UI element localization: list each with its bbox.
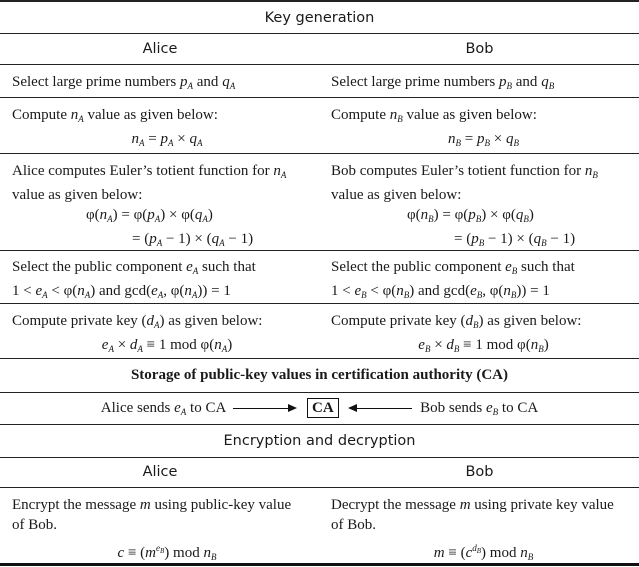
text-segment: =: [461, 131, 477, 147]
variable-subscript: B: [511, 266, 518, 276]
text-segment: ): [528, 207, 534, 223]
variable-subscript: B: [428, 214, 434, 224]
variable-subscript: B: [210, 552, 217, 562]
variable-base: c: [117, 545, 125, 561]
section-storage: Storage of public-key values in certification authority (CA): [0, 359, 639, 393]
text-segment: ) and gcd(: [409, 283, 471, 299]
section-encryption: Encryption and decryption: [0, 425, 639, 458]
bob-decrypt-text: [331, 495, 636, 515]
alice-encrypt-text-2: [12, 515, 322, 535]
text-segment: value as given below:: [83, 107, 218, 123]
row-select-primes: [0, 65, 639, 98]
math-variable: [147, 313, 160, 329]
header-row: [0, 34, 639, 65]
variable-base: p: [471, 231, 479, 247]
alice-euler-formula-1: [12, 205, 322, 229]
superscript-base: d: [472, 543, 477, 553]
math-variable: [434, 545, 445, 561]
math-variable: [151, 283, 163, 299]
math-variable: [520, 545, 533, 561]
variable-subscript: A: [78, 114, 84, 124]
text-segment: < φ(: [47, 283, 78, 299]
text-segment: Select the public component: [331, 259, 506, 275]
text-segment: ) mod: [481, 545, 521, 561]
text-segment: such that: [517, 259, 575, 275]
math-variable: [466, 313, 479, 329]
math-variable: [541, 74, 554, 90]
math-variable: [531, 337, 544, 353]
text-segment: )) = 1: [197, 283, 231, 299]
math-variable: [130, 337, 143, 353]
variable-base: m: [459, 497, 471, 513]
variable-subscript: A: [192, 266, 199, 276]
text-segment: such that: [198, 259, 256, 275]
variable-subscript: B: [361, 290, 367, 300]
text-segment: value as given below:: [331, 187, 462, 203]
variable-base: n: [503, 283, 511, 299]
math-variable: [147, 207, 160, 223]
variable-base: n: [530, 337, 539, 353]
text-segment: to CA: [186, 400, 226, 416]
variable-subscript: A: [280, 170, 287, 180]
variable-base: n: [273, 163, 281, 179]
math-variable: [100, 207, 113, 223]
text-segment: value as given below:: [12, 187, 143, 203]
variable-subscript: B: [510, 290, 517, 300]
text-segment: ×: [173, 131, 190, 147]
row-compute-n: [0, 98, 639, 154]
variable-subscript: A: [107, 214, 113, 224]
alice-n-formula: [12, 129, 322, 153]
math-variable: [145, 545, 164, 561]
variable-base: n: [203, 545, 211, 561]
variable-subscript: A: [108, 344, 114, 354]
math-variable: [390, 107, 403, 123]
variable-base: m: [139, 497, 151, 513]
text-segment: ×: [430, 337, 447, 353]
variable-base: q: [189, 131, 197, 147]
text-segment: Compute private key (: [331, 313, 466, 329]
variable-subscript: B: [397, 114, 403, 124]
bob-euler-formula-2: [331, 229, 636, 253]
alice-primes: [12, 72, 322, 96]
arrow-left-icon: [350, 408, 412, 410]
variable-base: m: [433, 545, 445, 561]
bob-decrypt-text-2: [331, 515, 636, 535]
text-segment: 1 <: [331, 283, 355, 299]
text-segment: ) × φ(: [160, 207, 195, 223]
bob-public-condition: [331, 281, 636, 305]
math-variable: [470, 283, 482, 299]
text-segment: Bob sends: [420, 400, 486, 416]
variable-base: q: [194, 207, 203, 223]
variable-subscript: B: [527, 552, 534, 562]
text-segment: , φ(: [163, 283, 185, 299]
math-variable: [354, 283, 366, 299]
variable-base: e: [418, 337, 425, 353]
row-public-component: [0, 251, 639, 304]
math-variable: [516, 207, 529, 223]
variable-subscript: A: [219, 238, 225, 248]
variable-base: n: [420, 207, 429, 223]
text-segment: of Bob.: [331, 517, 376, 533]
text-segment: of Bob.: [12, 517, 57, 533]
variable-subscript: A: [156, 238, 163, 248]
variable-subscript: A: [154, 320, 160, 330]
variable-base: c: [465, 545, 473, 561]
text-segment: φ(: [86, 207, 100, 223]
math-variable: [477, 131, 490, 147]
text-segment: ≡ (: [444, 545, 466, 561]
variable-base: p: [499, 74, 507, 90]
variable-subscript: A: [139, 138, 145, 148]
row-ca: [0, 393, 639, 425]
superscript-base: e: [156, 543, 161, 553]
alice-euler-text-2: [12, 185, 322, 205]
variable-subscript: A: [154, 214, 161, 224]
variable-subscript: B: [453, 344, 460, 354]
bob-euler-text: [331, 161, 636, 185]
math-variable: [222, 74, 235, 90]
variable-subscript: B: [484, 138, 490, 148]
header-alice-2: Alice: [142, 464, 178, 480]
text-segment: Compute: [12, 107, 71, 123]
variable-subscript: A: [229, 81, 236, 91]
variable-subscript: B: [403, 290, 410, 300]
variable-subscript: A: [221, 344, 228, 354]
math-variable: [585, 163, 598, 179]
header-alice: Alice: [142, 41, 178, 57]
text-segment: ) = φ(: [112, 207, 148, 223]
math-variable: [195, 207, 208, 223]
variable-base: p: [149, 231, 157, 247]
text-segment: )) = 1: [516, 283, 550, 299]
math-variable: [186, 259, 198, 275]
text-segment: ≡ 1 mod φ(: [459, 337, 531, 353]
math-variable: [396, 283, 409, 299]
variable-base: q: [515, 207, 524, 223]
text-segment: Compute: [331, 107, 390, 123]
math-variable: [77, 283, 90, 299]
math-variable: [506, 131, 519, 147]
math-variable: [460, 497, 471, 513]
variable-base: n: [184, 283, 192, 299]
text-segment: Alice sends: [100, 400, 175, 416]
variable-subscript: B: [424, 344, 431, 354]
variable-base: n: [70, 107, 79, 123]
math-variable: [203, 545, 216, 561]
variable-subscript: A: [137, 344, 143, 354]
encrypt-formula: [12, 538, 322, 567]
text-segment: ) as given below:: [478, 313, 582, 329]
alice-public-condition: [12, 281, 322, 305]
variable-base: e: [354, 283, 362, 299]
variable-subscript: A: [187, 81, 194, 91]
text-segment: ×: [490, 131, 506, 147]
text-segment: − 1) × (: [484, 231, 534, 247]
text-segment: ) and gcd(: [90, 283, 152, 299]
math-variable: [471, 231, 484, 247]
variable-base: e: [151, 283, 158, 299]
math-variable: [161, 131, 174, 147]
math-variable: [140, 497, 151, 513]
text-segment: φ(: [407, 207, 421, 223]
superscript-subscript: B: [476, 547, 482, 555]
row-encrypt-decrypt: [0, 488, 639, 566]
text-segment: = (: [132, 231, 150, 247]
variable-subscript: B: [513, 138, 519, 148]
text-segment: ) = φ(: [433, 207, 469, 223]
variable-subscript: A: [196, 138, 203, 148]
math-variable: [446, 337, 459, 353]
text-segment: Select the public component: [12, 259, 187, 275]
bob-private-formula: [331, 335, 636, 359]
math-variable: [503, 283, 516, 299]
variable-base: d: [146, 313, 155, 329]
variable-subscript: B: [548, 81, 555, 91]
variable-base: e: [35, 283, 43, 299]
text-segment: value as given below:: [402, 107, 537, 123]
math-variable: [102, 337, 114, 353]
text-segment: =: [144, 131, 161, 147]
alice-private-text: [12, 311, 322, 335]
variable-subscript: A: [180, 407, 187, 417]
variable-subscript: B: [506, 81, 513, 91]
variable-subscript: B: [592, 170, 598, 180]
superscript-subscript: B: [160, 547, 165, 555]
variable-subscript: B: [541, 238, 547, 248]
variable-base: d: [446, 337, 454, 353]
variable-base: e: [470, 283, 477, 299]
text-segment: Select large prime numbers: [331, 74, 500, 90]
math-variable: [499, 74, 512, 90]
variable-subscript: B: [475, 214, 482, 224]
math-variable: [418, 337, 430, 353]
math-variable: [132, 131, 145, 147]
variable-base: q: [505, 131, 514, 147]
math-variable: [149, 231, 162, 247]
variable-base: p: [180, 74, 188, 90]
text-segment: ) as given below:: [159, 313, 263, 329]
text-segment: using public-key value: [150, 497, 292, 513]
math-variable: [448, 131, 461, 147]
variable-subscript: B: [492, 407, 499, 417]
variable-base: n: [214, 337, 222, 353]
variable-subscript: B: [538, 344, 544, 354]
alice-encrypt-text: [12, 495, 322, 515]
text-segment: ) mod: [164, 545, 204, 561]
header-row-2: [0, 458, 639, 488]
math-variable: [421, 207, 434, 223]
variable-base: n: [77, 283, 85, 299]
variable-base: d: [465, 313, 474, 329]
variable-base: q: [541, 74, 549, 90]
math-variable: [214, 337, 227, 353]
math-variable: [505, 259, 517, 275]
math-variable: [184, 283, 197, 299]
text-segment: and: [512, 74, 542, 90]
decrypt-formula: [331, 538, 636, 567]
math-variable: [71, 107, 84, 123]
header-bob: Bob: [465, 41, 494, 57]
variable-base: q: [533, 231, 542, 247]
variable-base: n: [448, 131, 456, 147]
alice-private-formula: [12, 335, 322, 359]
bob-euler-formula-1: [331, 205, 636, 229]
bob-sends-text: [420, 400, 538, 416]
variable-base: n: [389, 107, 398, 123]
variable-base: m: [145, 545, 157, 561]
text-segment: = (: [454, 231, 472, 247]
math-variable: [212, 231, 225, 247]
text-segment: ≡ 1 mod φ(: [142, 337, 215, 353]
section-key-generation: Key generation: [0, 0, 639, 34]
bob-primes: [331, 72, 636, 96]
text-segment: Select large prime numbers: [12, 74, 181, 90]
text-segment: Alice computes Euler’s totient function for: [12, 163, 274, 179]
variable-base: n: [520, 545, 528, 561]
alice-public-text: [12, 257, 322, 281]
text-segment: , φ(: [482, 283, 504, 299]
text-segment: ) × φ(: [481, 207, 516, 223]
variable-subscript: A: [42, 290, 48, 300]
alice-sends-text: [101, 400, 226, 416]
variable-base: p: [160, 131, 168, 147]
bob-euler-text-2: [331, 185, 636, 205]
ca-box: CA: [307, 398, 339, 418]
math-variable: [273, 163, 286, 179]
math-variable: [180, 74, 193, 90]
variable-base: p: [477, 131, 485, 147]
variable-base: p: [147, 207, 155, 223]
math-variable: [35, 283, 47, 299]
text-segment: 1 <: [12, 283, 36, 299]
variable-subscript: A: [191, 290, 198, 300]
variable-base: n: [396, 283, 404, 299]
text-segment: and: [193, 74, 223, 90]
row-euler-totient: [0, 154, 639, 251]
variable-base: n: [99, 207, 108, 223]
math-variable: [468, 207, 481, 223]
variable-base: q: [211, 231, 220, 247]
variable-subscript: B: [478, 238, 485, 248]
variable-base: n: [131, 131, 140, 147]
arrow-right-icon: [233, 408, 295, 410]
variable-superscript: [472, 543, 481, 553]
header-bob-2: Bob: [465, 464, 494, 480]
text-segment: ≡ (: [124, 545, 146, 561]
variable-subscript: A: [168, 138, 174, 148]
alice-compute-n: [12, 105, 322, 129]
text-segment: ): [227, 337, 233, 353]
bob-compute-n: [331, 105, 636, 129]
variable-subscript: A: [84, 290, 91, 300]
text-segment: − 1): [546, 231, 576, 247]
variable-base: n: [584, 163, 593, 179]
variable-base: q: [222, 74, 230, 90]
variable-subscript: B: [455, 138, 462, 148]
text-segment: Compute private key (: [12, 313, 147, 329]
text-segment: − 1): [224, 231, 254, 247]
variable-base: d: [129, 337, 138, 353]
math-variable: [466, 545, 481, 561]
alice-euler-text: [12, 161, 322, 185]
text-segment: using private key value: [470, 497, 614, 513]
text-segment: ): [543, 337, 549, 353]
variable-base: e: [186, 259, 193, 275]
variable-base: e: [101, 337, 109, 353]
bob-n-formula: [331, 129, 636, 153]
bob-private-text: [331, 311, 636, 335]
text-segment: < φ(: [366, 283, 397, 299]
variable-base: e: [505, 259, 512, 275]
variable-base: p: [468, 207, 476, 223]
text-segment: Decrypt the message: [331, 497, 460, 513]
variable-subscript: B: [476, 290, 483, 300]
row-private-key: [0, 304, 639, 359]
math-variable: [189, 131, 202, 147]
text-segment: to CA: [498, 400, 539, 416]
alice-euler-formula-2: [12, 229, 322, 253]
variable-base: e: [174, 400, 181, 416]
math-variable: [534, 231, 547, 247]
variable-subscript: B: [473, 320, 479, 330]
math-variable: [486, 400, 498, 416]
variable-subscript: B: [523, 214, 529, 224]
text-segment: − 1) × (: [162, 231, 212, 247]
text-segment: Bob computes Euler’s totient function for: [331, 163, 585, 179]
variable-subscript: A: [157, 290, 164, 300]
text-segment: Encrypt the message: [12, 497, 140, 513]
text-segment: ): [207, 207, 213, 223]
math-variable: [174, 400, 186, 416]
variable-subscript: A: [202, 214, 208, 224]
variable-base: e: [486, 400, 493, 416]
bob-public-text: [331, 257, 636, 281]
text-segment: ×: [113, 337, 130, 353]
